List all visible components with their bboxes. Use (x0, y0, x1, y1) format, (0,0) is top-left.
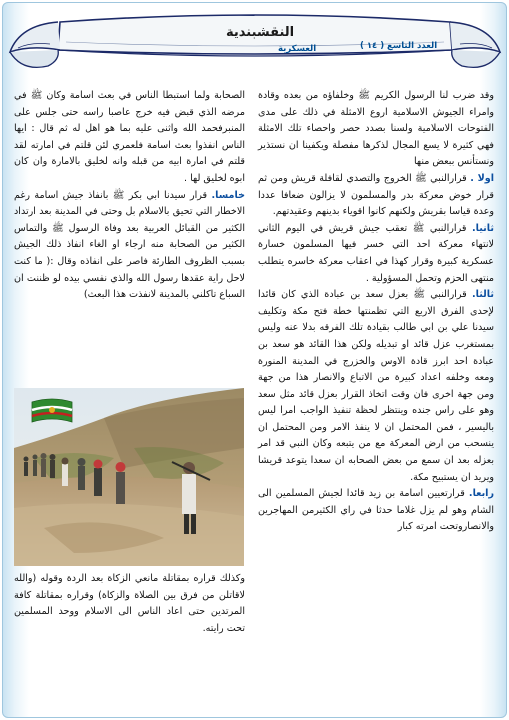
left-column-top (14, 88, 245, 304)
fighters-photo (14, 388, 244, 566)
section-name: العسكرية (278, 44, 317, 54)
point-four-label: رابعا. (468, 488, 494, 500)
point-four (258, 486, 494, 536)
left-column-bottom (14, 571, 245, 637)
flag-emblem-icon (32, 399, 72, 422)
point-one-label: اولا . (470, 172, 494, 184)
point-one-text: قرارالنبي ﷺ الخروج والتصدي لقافلة قريش ومن ثم قرار خوض معركة بدر والمسلمون لا يزالون ضعافا عددا وعدة قياسا بقريش ولكنهم كانوا اقوياء بدينهم وعقيدتهم. (258, 172, 494, 218)
magazine-title: النقشبندية (226, 25, 295, 40)
point-three-label: ثالثا. (472, 289, 494, 301)
point-three-text: قرارالنبي ﷺ بعزل سعد بن عبادة الذي كان قائدا لإحدى الفرق الاربع التي تظمنتها خطة فتح مكة وتكليف سيدنا علي بن ابي طالب بقيادة تلك الفرقه بدلا عنه وليس بمستغرب عزل قائد او تبديله ولكن هذا القائد هو سعد بن عبادة احد ابرز قادة الاوس والخزرج في المدينة المنورة ومعه وخلفه اعداد كبيرة من الاتباع والانصار هذا من جهة ومن جهة اخرى فان وقت اتخاذ القرار بعزل قائد مثل سعد وهو على راس جنده وينتظر لحظة تنفيذ الواجب امرا ليس باليسير ، فمن المحتمل ان لا ينفذ الامر ومن المحتمل ان ينسحب من ارض المعركة مع من يتبعه وكان النبي قد امر بعزله بعد ان سمع من بعض الصحابه ان سعدا يتوعد قريشا ويريد ان يستبيح مكة. (258, 289, 494, 483)
point-two-label: ثانيا. (472, 222, 494, 234)
point-two (258, 221, 494, 287)
point-four-text: قرارتعيين اسامة بن زيد قائدا لجيش المسلمين الى الشام وهو لم يزل غلاما حدثا في راي الكثيرمن المهاجرين والانصاروتحت امرته كبار (258, 488, 494, 533)
closing-paragraph: وكذلك قراره بمقاتلة مانعي الزكاة بعد الردة وقوله (والله لاقاتلن من فرق بين الصلاة والزكاة) وقراره بمقاتلة كافة المرتدين حتى اعاد الناس الى الاسلام ووحد المسلمين تحت رايته. (14, 573, 245, 634)
point-five (14, 188, 245, 304)
right-column (258, 88, 494, 536)
point-two-text: قرارالنبي ﷺ تعقب جيش قريش في اليوم الثاني لانتهاء معركة احد التي خسر فيها المسلمون خسارة عسكرية كبيرة وقرار كهذا في اعقاب معركة خاسره يتطلب منتهى الحزم وتحمل المسؤولية . (258, 222, 494, 284)
point-five-label: خامسا. (211, 189, 245, 201)
point-three (258, 287, 494, 486)
continued-paragraph: الصحابة ولما استبطا الناس في بعث اسامة وكان ﷺ في مرضه الذي قبض فيه خرج عاصبا راسه حتى جلس على المنبرفحمد الله واثنى عليه بما هو اهل له ثم قال : ايها الناس انفذوا بعث اسامة فلعمري لئن قلتم في امارته لقد قلتم في امارة ابيه من قبله وانه لخليق بالامارة وان كان ابوه لخليق لها . (14, 90, 245, 184)
intro-paragraph: وقد ضرب لنا الرسول الكريم ﷺ وخلفاؤه من بعده وقادة وامراء الجيوش الاسلامية اروع الامثلة في ذلك على مدى الفتوحات الاسلامية ولسنا بصدد حصر واحصاء تلك الامثلة فهي كثيرة لا يسع المجال لذكرها مفصلة ويكفينا ان نستذير ونستأنس ببعض منها (258, 90, 494, 168)
point-one (258, 171, 494, 221)
point-five-text: قرار سيدنا ابي بكر ﷺ بانفاذ جيش اسامة رغم الاخطار التي تحيق بالاسلام بل وحتى في المدينة بعد ارتداد الكثير من القبائل العربية بعد وفاة الرسول ﷺ والتماس الكثير من الصحابة منه ارجاء او الغاء انفاذ ذلك الجيش بسبب الظروف الطارئة فاصر على انفاذه وقال :( ما كنت لاحل راية عقدها رسول الله والذي نفسي بيده لو ظننت ان السباع تاكلني بالمدينة لانفذت هذا البعث) (14, 189, 245, 301)
issue-number: العدد التاسع ( ١٤ ) (360, 41, 438, 51)
